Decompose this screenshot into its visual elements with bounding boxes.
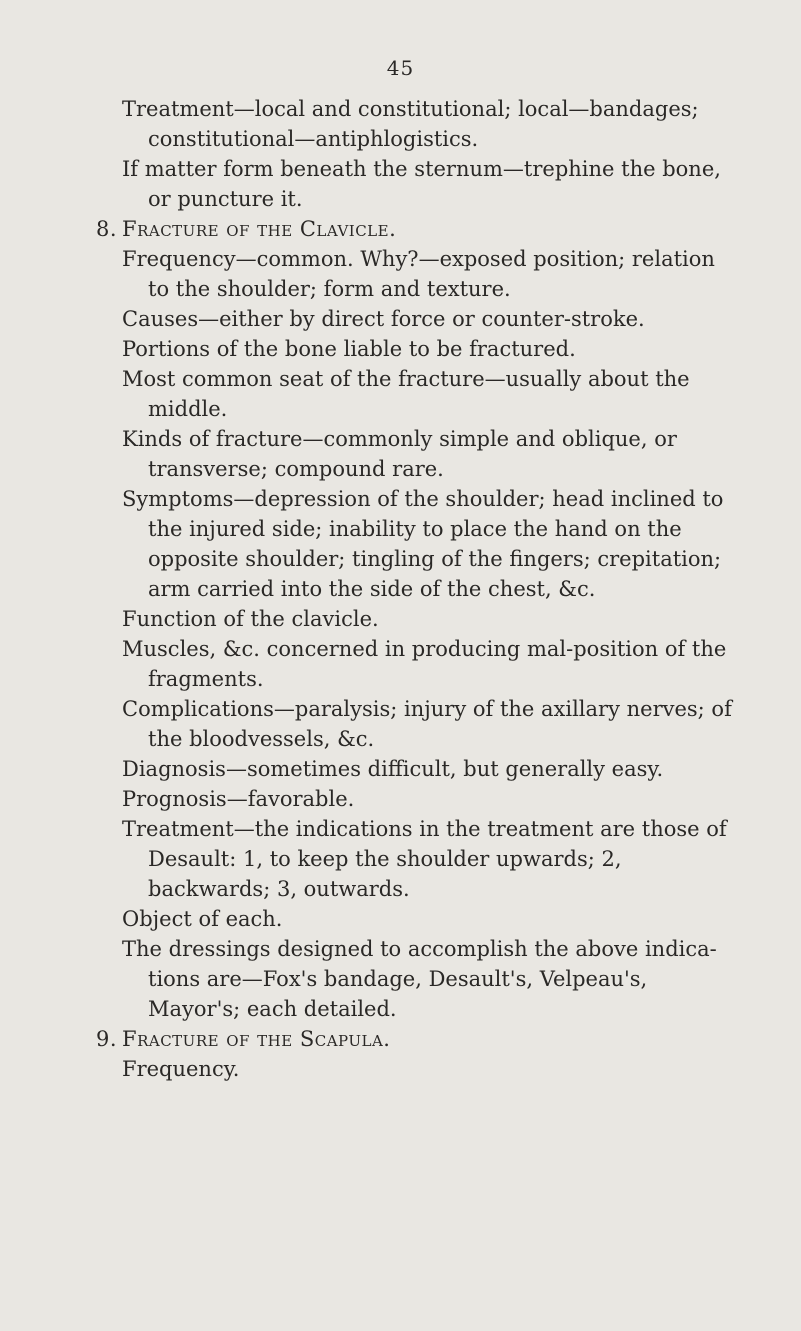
outline-item: The dressings designed to accomplish the above indications are—Fox's bandage, Desault's, Velpeau's, Mayor's; each detailed. xyxy=(122,937,717,1021)
outline-item: Treatment—local and constitutional; local—bandages; constitutional—antiphlogistics. xyxy=(122,97,699,151)
outline-body xyxy=(96,94,736,1084)
outline-item: Muscles, &c. concerned in producing mal-position of the fragments. xyxy=(122,637,727,691)
section-number: 9. xyxy=(96,1027,118,1051)
page-number: 45 xyxy=(386,56,415,80)
section-heading xyxy=(96,214,736,244)
outline-item: Symptoms—depression of the shoulder; head inclined to the injured side; inability to place the hand on the opposite shoulder; tingling of the fingers; crepitation; arm carried into the side of the chest, &c. xyxy=(122,487,724,601)
outline-item: Causes—either by direct force or counter-stroke. xyxy=(122,307,645,331)
outline-item: Diagnosis—sometimes difficult, but generally easy. xyxy=(122,757,664,781)
outline-item: Frequency—common. Why?—exposed position; relation to the shoulder; form and texture. xyxy=(122,247,715,301)
outline-item: Treatment—the indications in the treatment are those of Desault: 1, to keep the shoulder upwards; 2, backwards; 3, outwards. xyxy=(122,817,727,901)
outline-item: Kinds of fracture—commonly simple and oblique, or transverse; compound rare. xyxy=(122,427,677,481)
section-title: Fracture of the Clavicle. xyxy=(122,217,397,241)
section-heading xyxy=(96,1024,736,1054)
outline-item: Complications—paralysis; injury of the axillary nerves; of the bloodvessels, &c. xyxy=(122,697,732,751)
section-number: 8. xyxy=(96,217,118,241)
outline-item: Most common seat of the fracture—usually about the middle. xyxy=(122,367,690,421)
outline-item: Object of each. xyxy=(122,907,283,931)
outline-item: Frequency. xyxy=(122,1057,240,1081)
outline-item: Prognosis—favorable. xyxy=(122,787,355,811)
outline-item: If matter form beneath the sternum—trephine the bone, or puncture it. xyxy=(122,157,721,211)
outline-item: Portions of the bone liable to be fractured. xyxy=(122,337,576,361)
section-title: Fracture of the Scapula. xyxy=(122,1027,391,1051)
outline-item: Function of the clavicle. xyxy=(122,607,379,631)
